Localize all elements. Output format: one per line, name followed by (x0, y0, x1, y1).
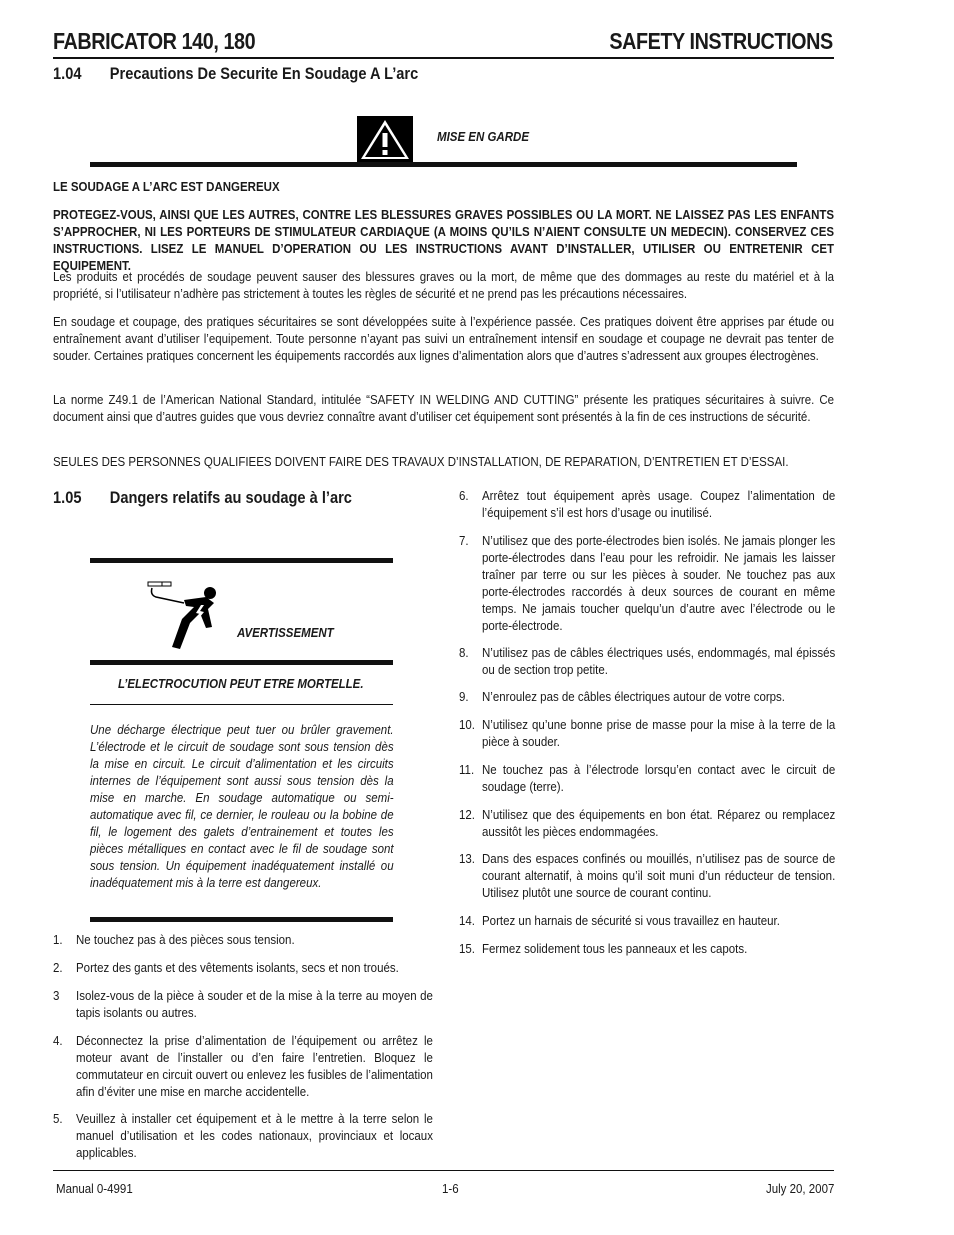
caution-banner (90, 116, 797, 168)
list-item-number: 14. (459, 914, 475, 928)
footer-divider (53, 1170, 834, 1171)
paragraph-1: Les produits et procédés de soudage peuvent sauser des blessures graves ou la mort, de même que des dommages au reste du matériel et à la propriété, si l’utilisateur n’adhère pas strictement à toutes les règles de sécurité et ne prend pas les précautions nécessaires. (53, 270, 835, 301)
manual-number: Manual 0-4991 (56, 1182, 133, 1196)
list-item (53, 932, 433, 949)
list-item-text: N’utilisez que des porte-électrodes bien isolés. Ne jamais plonger les porte-électrodes dans l’eau pour les refroidir. Ne jamais les laisser traîner par terre ou sur les pièces à souder. Ne touchez pas aux porte-électrodes raccordés à deux sources de courant en même temps. Ne jamais toucher quelqu’un d’autre avec l’électrode ou le porte-électrode. (482, 534, 836, 633)
list-item-text: Portez un harnais de sécurité si vous travaillez en hauteur. (482, 914, 780, 928)
list-item-text: Isolez-vous de la pièce à souder et de la mise à la terre au moyen de tapis isolants ou autres. (76, 989, 433, 1020)
list-item-text: Veuillez à installer cet équipement et à le mettre à la terre selon le manuel d’utilisation et les codes nationaux, provinciaux et locaux applicables. (76, 1112, 433, 1160)
paragraph-3: La norme Z49.1 de l’American National Standard, intitulée “SAFETY IN WELDING AND CUTTING” présente les pratiques sécuritaires à suivre. Ce document ainsi que d’autres guides que vous devriez connaître avant d’utiliser cet équipement sont présentés à la fin de ces instructions de sécurité. (53, 393, 835, 424)
list-item (459, 533, 835, 635)
list-item-number: 7. (459, 534, 469, 548)
list-item-number: 4. (53, 1034, 63, 1048)
caution-rule (90, 162, 797, 167)
list-item-number: 9. (459, 690, 469, 704)
list-item (459, 717, 835, 751)
list-item-number: 1. (53, 933, 63, 947)
electrocution-warning-text: Une décharge électrique peut tuer ou brûler gravement. L’électrode et le circuit de soudage sont sous tension dès la mise en circuit. Le circuit d’alimentation et les circuits internes de l’équipement sont aussi sous tension dès la mise en marche. En soudage automatique ou semi-automatique avec fil, ce dernier, le rouleau ou la bobine de fil, le logement des galets d’entrainement et toutes les pièces métalliques en contact avec le fil de soudage sont sous tension. Un équipement inadéquatement installé ou inadéquatement mis à la terre est dangereux. (90, 723, 394, 890)
list-item (459, 807, 835, 841)
list-item-text: Déconnectez la prise d’alimentation de l’équipement ou arrêtez le moteur avant de l’installer ou d’en faire l’entretien. Bloquez le commutateur en circuit ouvert ou enlevez les fusibles de l’alimentation afin d’éviter une mise en marche accidentelle. (76, 1034, 433, 1099)
caution-label: MISE EN GARDE (437, 130, 530, 144)
warning-rule-thin (90, 704, 393, 705)
publication-date: July 20, 2007 (765, 1182, 834, 1196)
bold-warning-paragraph: PROTEGEZ-VOUS, AINSI QUE LES AUTRES, CONTRE LES BLESSURES GRAVES POSSIBLES OU LA MORT. NE LAISSEZ PAS LES ENFANTS S’APPROCHER, NI LES PORTEURS DE STIMULATEUR CARDIAQUE (A MOINS QU’ILS N’AIENT CONSULTE UN MEDECIN). CONSERVEZ CES INSTRUCTIONS. LISEZ LE MANUEL D’OPERATION OU LES INSTRUCTIONS AVANT D’INSTALLER, UTILISER OU ENTRETENIR CET EQUIPEMENT. (53, 208, 835, 273)
section-105-heading (53, 488, 352, 508)
list-item (53, 1033, 433, 1101)
warning-label: AVERTISSEMENT (237, 626, 334, 640)
list-item-number: 2. (53, 961, 63, 975)
section-header: SAFETY INSTRUCTIONS (609, 28, 833, 54)
list-item-number: 6. (459, 489, 469, 503)
paragraph-2: En soudage et coupage, des pratiques sécuritaires se sont développées suite à l’expérience passée. Ces pratiques doivent être apprises par étude ou entraînement avant d’utiliser l’equipement. Toute personne n’ayant pas suivi un entraînement intensif en soudage et coupage ne devrait pas tenter de souder. Certaines pratiques concernent les équipements raccordés aux lignes d’alimentation alors que d’autres s’adressent aux groupes électrogènes. (53, 315, 835, 363)
section-104-heading (53, 64, 418, 84)
list-item-text: Fermez solidement tous les panneaux et les capots. (482, 942, 748, 956)
list-item-text: Dans des espaces confinés ou mouillés, n’utilisez pas de source de courant alternatif, à moins qu’il soit muni d’un réducteur de tension. Utilisez plutôt une source de courant continu. (482, 852, 836, 900)
list-item (53, 1111, 433, 1162)
header-divider (53, 57, 834, 59)
list-item (459, 941, 835, 958)
list-item (459, 762, 835, 796)
list-item-text: Portez des gants et des vêtements isolants, secs et non troués. (76, 961, 399, 975)
list-item-text: N’utilisez qu’une bonne prise de masse pour la mise à la terre de la pièce à souder. (482, 718, 836, 749)
list-item-number: 13. (459, 852, 475, 866)
list-item-text: N’utilisez que des équipements en bon état. Réparez ou remplacez aussitôt les pièces endommagées. (482, 808, 836, 839)
list-item-text: N’enroulez pas de câbles électriques autour de votre corps. (482, 690, 786, 704)
warning-triangle-icon (357, 116, 413, 162)
electric-shock-icon (146, 579, 222, 651)
list-item-number: 11. (459, 763, 475, 777)
section-105-number: 1.05 (53, 488, 82, 507)
list-item (459, 689, 835, 706)
list-item-text: N’utilisez pas de câbles électriques usés, endommagés, mal épissés ou de section trop petite. (482, 646, 836, 677)
list-item-number: 15. (459, 942, 475, 956)
list-item (459, 488, 835, 522)
list-item-number: 12. (459, 808, 475, 822)
warning-rule-middle (90, 660, 393, 665)
list-item-number: 3 (53, 989, 60, 1003)
warning-rule-bottom (90, 917, 393, 922)
page-number: 1-6 (442, 1182, 459, 1196)
paragraph-4: SEULES DES PERSONNES QUALIFIEES DOIVENT FAIRE DES TRAVAUX D’INSTALLATION, DE REPARATION, D’ENTRETIEN ET D’ESSAI. (53, 455, 789, 469)
section-104-title: Precautions De Securite En Soudage A L’arc (109, 64, 419, 83)
list-item-text: Ne touchez pas à des pièces sous tension. (76, 933, 295, 947)
list-item-number: 10. (459, 718, 475, 732)
list-item-number: 8. (459, 646, 469, 660)
list-item (53, 988, 433, 1022)
list-item-text: Arrêtez tout équipement après usage. Coupez l’alimentation de l’équipement s’il est hors d’usage ou inutilisé. (482, 489, 836, 520)
list-item (459, 645, 835, 679)
document-title: FABRICATOR 140, 180 (53, 28, 256, 54)
list-item (459, 851, 835, 902)
section-105-title: Dangers relatifs au soudage à l’arc (109, 488, 352, 507)
danger-heading: LE SOUDAGE A L’ARC EST DANGEREUX (53, 180, 280, 194)
section-104-number: 1.04 (53, 64, 82, 83)
list-item-text: Ne touchez pas à l’électrode lorsqu’en contact avec le circuit de soudage (terre). (482, 763, 836, 794)
list-item (459, 913, 835, 930)
list-item (53, 960, 433, 977)
electrocution-heading: L’ELECTROCUTION PEUT ETRE MORTELLE. (118, 677, 364, 691)
warning-rule-top (90, 558, 393, 563)
list-item-number: 5. (53, 1112, 63, 1126)
